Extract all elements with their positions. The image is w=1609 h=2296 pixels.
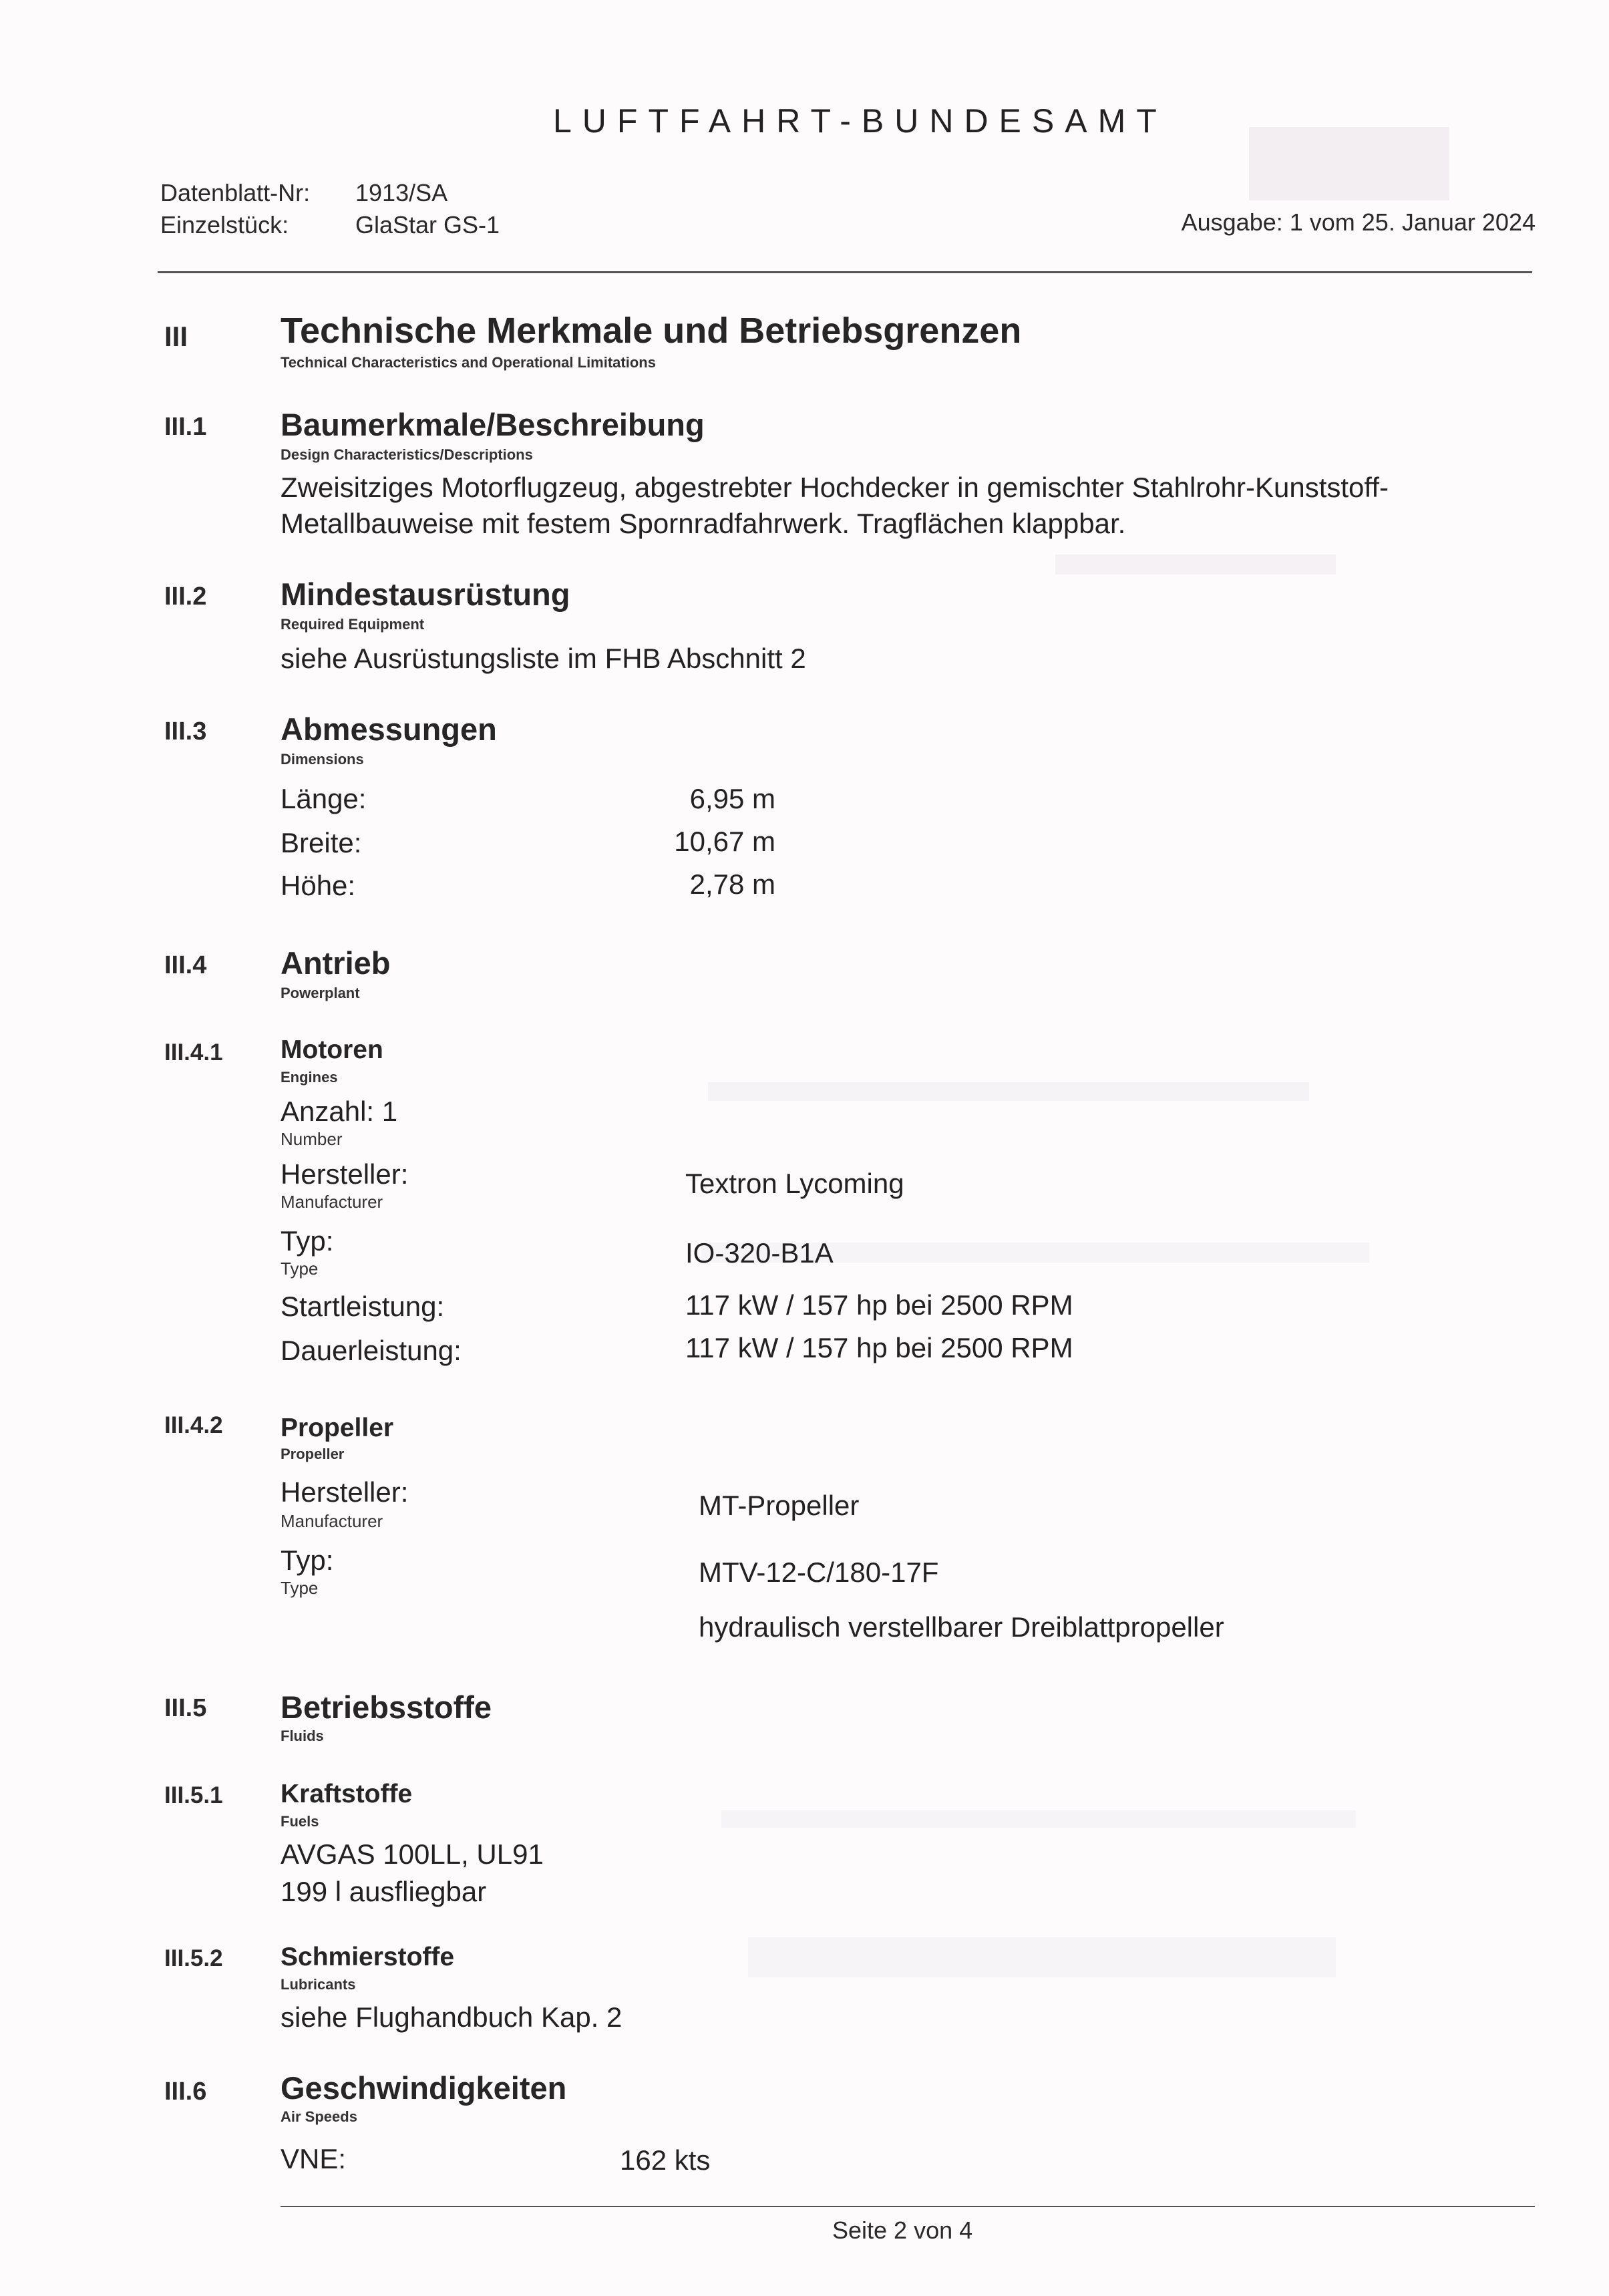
engine-manufacturer-value: Textron Lycoming (685, 1168, 904, 1199)
s52-title: Schmierstoffe (281, 1943, 455, 1971)
dimension-label-width: Breite: (281, 827, 362, 858)
s6-title: Geschwindigkeiten (281, 2070, 567, 2106)
engine-count-en: Number (281, 1129, 343, 1149)
s1-title-en: Design Characteristics/Descriptions (281, 446, 533, 463)
dimension-label-length: Länge: (281, 783, 367, 814)
bleed-through-mark (1055, 554, 1336, 575)
propeller-type-value: MTV-12-C/180-17F (699, 1556, 939, 1588)
s1-number: III.1 (164, 413, 207, 441)
s6-title-en: Air Speeds (281, 2108, 357, 2125)
engine-manufacturer-en: Manufacturer (281, 1192, 383, 1212)
s41-title-en: Engines (281, 1069, 338, 1086)
item-label: Einzelstück: (160, 211, 289, 238)
s4-title-en: Powerplant (281, 985, 360, 1001)
propeller-type-en: Type (281, 1578, 319, 1598)
issue-date: Ausgabe: 1 vom 25. Januar 2024 (1181, 208, 1536, 236)
s42-number: III.4.2 (164, 1412, 223, 1438)
continuous-power-value: 117 kW / 157 hp bei 2500 RPM (685, 1332, 1073, 1363)
s2-number: III.2 (164, 583, 207, 611)
s1-text-line2: Metallbauweise mit festem Spornradfahrwerk. Tragflächen klappbar. (281, 508, 1126, 539)
engine-count: Anzahl: 1 (281, 1096, 398, 1127)
s6-number: III.6 (164, 2078, 207, 2106)
header-rule (158, 271, 1532, 273)
s4-number: III.4 (164, 951, 207, 979)
dimension-value-width: 10,67 m (674, 826, 775, 857)
s2-text: siehe Ausrüstungsliste im FHB Abschnitt 2 (281, 643, 806, 674)
s3-title-en: Dimensions (281, 751, 364, 768)
s51-number: III.5.1 (164, 1782, 223, 1808)
engine-type-value: IO-320-B1A (685, 1237, 834, 1269)
propeller-manufacturer-label: Hersteller: (281, 1476, 409, 1508)
dimension-value-length: 6,95 m (689, 783, 775, 814)
continuous-power-label: Dauerleistung: (281, 1335, 462, 1366)
s42-title: Propeller (281, 1414, 394, 1442)
bleed-through-mark (1249, 127, 1449, 200)
section-number: III (164, 321, 188, 352)
dimension-label-height: Höhe: (281, 870, 356, 901)
s4-title: Antrieb (281, 945, 391, 981)
s3-number: III.3 (164, 717, 207, 746)
takeoff-power-value: 117 kW / 157 hp bei 2500 RPM (685, 1289, 1073, 1321)
bleed-through-mark (748, 1937, 1336, 1977)
propeller-manufacturer-en: Manufacturer (281, 1511, 383, 1531)
s52-title-en: Lubricants (281, 1976, 356, 1993)
takeoff-power-label: Startleistung: (281, 1291, 445, 1322)
s3-title: Abmessungen (281, 711, 497, 747)
fuel-line2: 199 l ausfliegbar (281, 1876, 487, 1907)
s1-title: Baumerkmale/Beschreibung (281, 407, 705, 442)
lubricant-text: siehe Flughandbuch Kap. 2 (281, 2001, 622, 2033)
agency-name: LUFTFAHRT-BUNDESAMT (553, 102, 1168, 140)
bleed-through-mark (708, 1082, 1309, 1101)
propeller-type-description: hydraulisch verstellbarer Dreiblattpropeller (699, 1611, 1224, 1643)
s5-number: III.5 (164, 1694, 207, 1722)
engine-type-en: Type (281, 1259, 319, 1279)
datasheet-number: 1913/SA (355, 179, 448, 206)
engine-type-label: Typ: (281, 1225, 334, 1257)
s52-number: III.5.2 (164, 1945, 223, 1971)
vne-label: VNE: (281, 2143, 347, 2174)
vne-value: 162 kts (620, 2144, 711, 2176)
fuel-line1: AVGAS 100LL, UL91 (281, 1838, 544, 1870)
page-number: Seite 2 von 4 (832, 2217, 973, 2244)
s41-title: Motoren (281, 1035, 383, 1064)
s2-title-en: Required Equipment (281, 616, 425, 633)
s2-title: Mindestausrüstung (281, 577, 570, 612)
s51-title: Kraftstoffe (281, 1780, 413, 1808)
s1-text-line1: Zweisitziges Motorflugzeug, abgestrebter Hochdecker in gemischter Stahlrohr-Kunststoff- (281, 472, 1389, 503)
footer-rule (281, 2206, 1535, 2207)
datasheet-label: Datenblatt-Nr: (160, 179, 311, 206)
engine-manufacturer-label: Hersteller: (281, 1158, 409, 1190)
s42-title-en: Propeller (281, 1446, 345, 1462)
s5-title: Betriebsstoffe (281, 1689, 492, 1725)
dimension-value-height: 2,78 m (689, 868, 775, 900)
item-value: GlaStar GS-1 (355, 211, 500, 238)
propeller-manufacturer-value: MT-Propeller (699, 1490, 860, 1521)
s5-title-en: Fluids (281, 1728, 324, 1744)
s51-title-en: Fuels (281, 1813, 319, 1830)
bleed-through-mark (721, 1810, 1356, 1828)
section-title: Technische Merkmale und Betriebsgrenzen (281, 311, 1022, 351)
propeller-type-label: Typ: (281, 1544, 334, 1576)
s41-number: III.4.1 (164, 1039, 223, 1065)
section-title-en: Technical Characteristics and Operational Limitations (281, 354, 656, 371)
